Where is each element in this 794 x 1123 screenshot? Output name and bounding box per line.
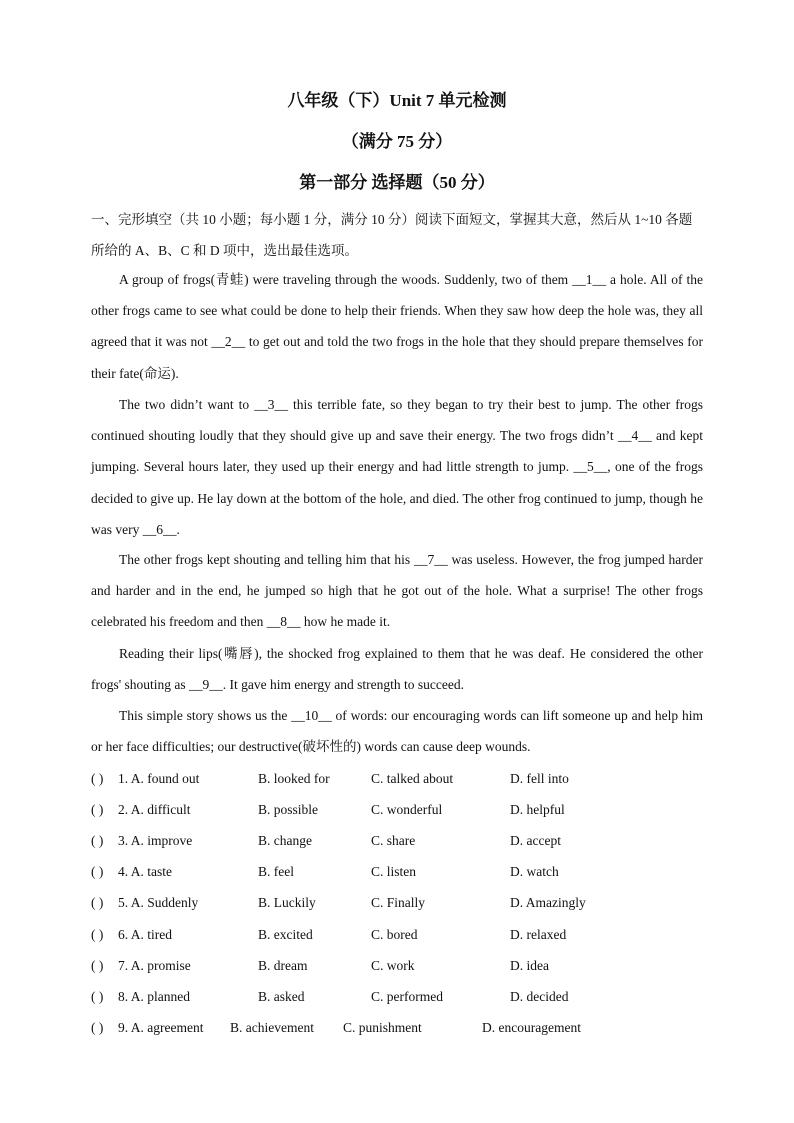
option-c: C. performed — [371, 989, 443, 1004]
option-d: D. accept — [510, 833, 561, 848]
passage-paragraph: The other frogs kept shouting and telling him that his __7__ was useless. However, the frog jumped harder and harder and in the end, he jumped so high that he got out of the hole. What a surprise! The other frogs celebrated his freedom and then __8__ how he made it. — [91, 552, 703, 630]
question-row — [91, 763, 711, 794]
passage-paragraph: This simple story shows us the __10__ of words: our encouraging words can lift someone up and help him or her face difficulties; our destructive(破坏性的) words can cause deep wounds. — [91, 708, 703, 755]
part-heading: 第一部分 选择题（50 分） — [299, 173, 495, 192]
option-a: 2. A. difficult — [118, 802, 191, 817]
option-b: B. excited — [258, 927, 313, 942]
answer-blank[interactable]: ( ) — [91, 833, 104, 848]
question-row — [91, 981, 711, 1012]
question-row — [91, 825, 711, 856]
answer-blank[interactable]: ( ) — [91, 895, 104, 910]
question-row — [91, 794, 711, 825]
option-b: B. change — [258, 833, 312, 848]
option-d: D. relaxed — [510, 927, 567, 942]
option-a: 6. A. tired — [118, 927, 172, 942]
question-row — [91, 919, 711, 950]
answer-blank[interactable]: ( ) — [91, 802, 104, 817]
question-row — [91, 856, 711, 887]
option-a: 7. A. promise — [118, 958, 191, 973]
answer-blank[interactable]: ( ) — [91, 864, 104, 879]
answer-blank[interactable]: ( ) — [91, 927, 104, 942]
option-d: D. helpful — [510, 802, 565, 817]
option-d: D. Amazingly — [510, 895, 586, 910]
option-d: D. encouragement — [482, 1020, 581, 1035]
option-c: C. talked about — [371, 771, 454, 786]
option-d: D. idea — [510, 958, 549, 973]
option-c: C. wonderful — [371, 802, 443, 817]
passage-paragraph: The two didn’t want to __3__ this terrible fate, so they began to try their best to jump. The other frogs continued shouting loudly that they should give up and save their energy. The two frogs didn’t __4__ and kept jumping. Several hours later, they used up their energy and had little strength to jump. __5__, one of the frogs decided to give up. He lay down at the bottom of the hole, and died. The other frog continued to jump, though he was very __6__. — [91, 397, 703, 537]
option-a: 8. A. planned — [118, 989, 190, 1004]
option-a: 4. A. taste — [118, 864, 172, 879]
option-c: C. work — [371, 958, 415, 973]
answer-blank[interactable]: ( ) — [91, 989, 104, 1004]
question-row — [91, 950, 711, 981]
option-b: B. looked for — [258, 771, 330, 786]
option-b: B. feel — [258, 864, 294, 879]
option-b: B. asked — [258, 989, 305, 1004]
cloze-instructions: 一、完形填空（共 10 小题；每小题 1 分，满分 10 分）阅读下面短文，掌握其大意，然后从 1~10 各题所给的 A、B、C 和 D 项中，选出最佳选项。 — [91, 212, 693, 258]
option-c: C. punishment — [343, 1020, 422, 1035]
option-d: D. watch — [510, 864, 559, 879]
exam-score: （满分 75 分） — [341, 132, 453, 151]
answer-blank[interactable]: ( ) — [91, 771, 104, 786]
option-b: B. dream — [258, 958, 308, 973]
passage-paragraph: A group of frogs(青蛙) were traveling through the woods. Suddenly, two of them __1__ a hole. All of the other frogs came to see what could be done to help their friends. When they saw how deep the hole was, they all agreed that it was not __2__ to get out and told the two frogs in the hole that they should prepare themselves for their fate(命运). — [91, 272, 703, 381]
option-b: B. possible — [258, 802, 319, 817]
option-d: D. fell into — [510, 771, 569, 786]
option-c: C. listen — [371, 864, 417, 879]
option-b: B. Luckily — [258, 895, 316, 910]
exam-title: 八年级（下）Unit 7 单元检测 — [287, 91, 507, 110]
answer-blank[interactable]: ( ) — [91, 1020, 104, 1035]
option-a: 1. A. found out — [118, 771, 200, 786]
question-row — [91, 1012, 711, 1043]
option-c: C. share — [371, 833, 416, 848]
option-d: D. decided — [510, 989, 569, 1004]
option-a: 9. A. agreement — [118, 1020, 204, 1035]
option-a: 3. A. improve — [118, 833, 193, 848]
option-c: C. Finally — [371, 895, 426, 910]
question-row — [91, 887, 711, 918]
option-c: C. bored — [371, 927, 418, 942]
passage-paragraph: Reading their lips(嘴唇), the shocked frog explained to them that he was deaf. He considered the other frogs' shouting as __9__. It gave him energy and strength to succeed. — [91, 646, 703, 693]
answer-blank[interactable]: ( ) — [91, 958, 104, 973]
option-a: 5. A. Suddenly — [118, 895, 199, 910]
option-b: B. achievement — [230, 1020, 314, 1035]
